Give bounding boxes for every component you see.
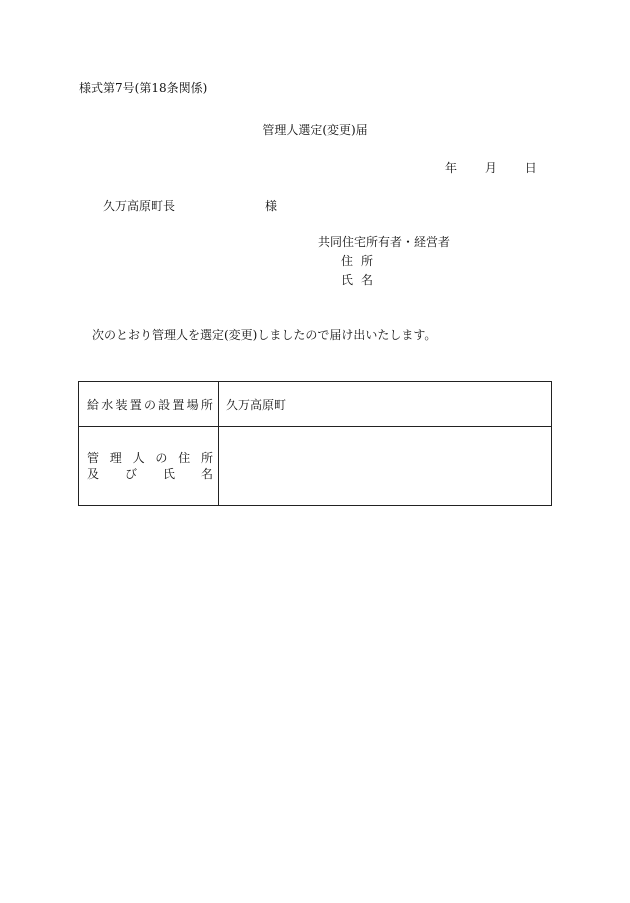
applicant-name-label: 氏名 xyxy=(341,273,382,287)
label-manager-address-name xyxy=(79,427,219,506)
table-row-manager-address-name xyxy=(79,427,552,506)
label-char: 設 xyxy=(158,397,171,412)
label-char: 人 xyxy=(132,451,145,465)
label-char: 所 xyxy=(200,451,213,465)
label-char: 置 xyxy=(129,397,142,412)
label-installation-location xyxy=(79,382,219,427)
label-char: 理 xyxy=(109,451,122,465)
label-char: 置 xyxy=(172,397,185,412)
label-char: 水 xyxy=(101,397,114,412)
label-char: 名 xyxy=(200,467,213,481)
label-char: の xyxy=(143,397,156,412)
table-row-installation-location xyxy=(79,382,552,427)
addressee-name: 久万高原町長 xyxy=(103,199,176,213)
label-char: 所 xyxy=(200,397,213,412)
date-month-label: 月 xyxy=(484,161,497,175)
label-char: 及 xyxy=(87,467,100,481)
value-installation-location[interactable]: 久万高原町 xyxy=(219,382,552,427)
value-manager-address-name[interactable] xyxy=(219,427,552,506)
label-char: 氏 xyxy=(162,467,175,481)
label-char: 場 xyxy=(186,397,199,412)
label-char: 住 xyxy=(178,451,191,465)
document-title: 管理人選定(変更)届 xyxy=(262,123,368,137)
date-year-label: 年 xyxy=(445,161,458,175)
addressee-honorific: 様 xyxy=(265,199,278,213)
label-char: 装 xyxy=(115,397,128,412)
date-row xyxy=(445,161,537,175)
label-line-1 xyxy=(87,450,213,466)
date-day-label: 日 xyxy=(524,161,537,175)
applicant-address-label: 住所 xyxy=(341,254,382,268)
applicant-role: 共同住宅所有者・経営者 xyxy=(318,235,451,249)
label-char: び xyxy=(124,467,137,481)
label-line-2 xyxy=(87,466,213,482)
body-statement: 次のとおり管理人を選定(変更)しましたので届け出いたします。 xyxy=(92,328,437,342)
label-char: 管 xyxy=(87,451,100,465)
label-char: の xyxy=(155,451,168,465)
form-number: 様式第7号(第18条関係) xyxy=(79,81,208,95)
label-char: 給 xyxy=(87,397,100,412)
form-table xyxy=(78,381,552,506)
